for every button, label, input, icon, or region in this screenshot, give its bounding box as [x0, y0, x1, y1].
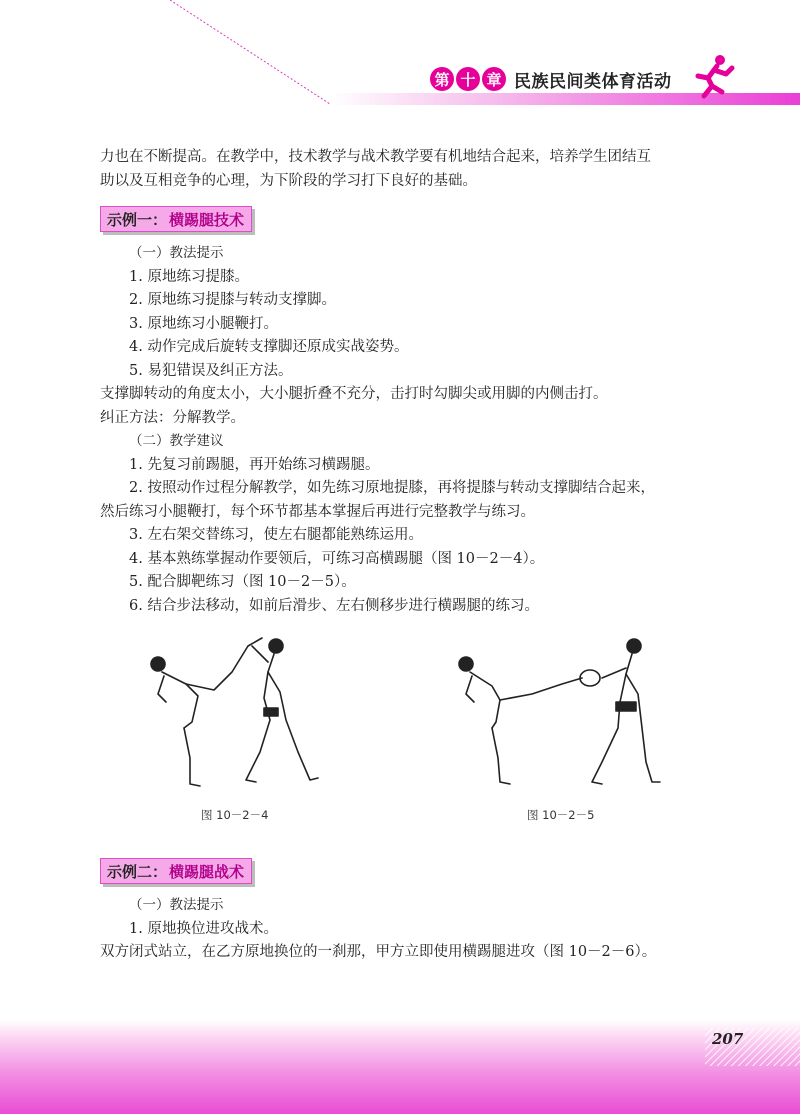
footer-band [0, 1020, 800, 1114]
chapter-heading [430, 66, 672, 92]
figure-10-2-5-illustration [452, 632, 662, 792]
ex1-item: 5. 易犯错误及纠正方法。 [129, 362, 293, 379]
runner-icon [690, 52, 735, 100]
ex1-item: 3. 左右架交替练习，使左右腿都能熟练运用。 [129, 527, 423, 543]
example-1-label: 示例一： [107, 210, 168, 229]
chapter-prefix-badge: 第 [430, 67, 454, 91]
chapter-number-badge: 十 [456, 67, 480, 91]
intro-line-2: 助以及互相竞争的心理，为下阶段的学习打下良好的基础。 [100, 172, 477, 189]
ex2-section1-heading: （一）教法提示 [129, 897, 224, 913]
example-2-box [100, 858, 252, 884]
ex1-correction-text: 纠正方法：分解教学。 [100, 409, 245, 426]
chapter-suffix-badge: 章 [482, 67, 506, 91]
ex1-item-continued: 然后练习小腿鞭打，每个环节都基本掌握后再进行完整教学与练习。 [100, 503, 535, 520]
ex2-item-text: 双方闭式站立，在乙方原地换位的一刹那，甲方立即使用横踢腿进攻（图 10－2－6）。 [100, 944, 657, 960]
ex2-item: 1. 原地换位进攻战术。 [129, 920, 278, 937]
ex1-item: 2. 原地练习提膝与转动支撑脚。 [129, 292, 336, 308]
ex1-item: 3. 原地练习小腿鞭打。 [129, 315, 278, 332]
example-2-title: 横踢腿战术 [169, 862, 245, 881]
ex1-item: 5. 配合脚靶练习（图 10－2－5）。 [129, 574, 356, 590]
figure-10-2-4-illustration [140, 632, 320, 792]
chapter-title: 民族民间类体育活动 [514, 71, 672, 92]
ex1-section2-heading: （二）教学建议 [129, 433, 224, 449]
figure-10-2-4-caption: 图 10－2－4 [201, 808, 269, 822]
example-1-body [100, 242, 710, 618]
example-2-body [100, 894, 710, 965]
example-2-heading [100, 858, 252, 884]
ex1-error-text: 支撑脚转动的角度太小，大小腿折叠不充分，击打时勾脚尖或用脚的内侧击打。 [100, 386, 608, 402]
ex1-item: 1. 原地练习提膝。 [129, 268, 249, 285]
example-1-box [100, 206, 252, 232]
ex1-item: 4. 基本熟练掌握动作要领后，可练习高横踢腿（图 10－2－4）。 [129, 550, 545, 567]
ex1-item: 1. 先复习前踢腿，再开始练习横踢腿。 [129, 456, 380, 473]
ex1-item: 2. 按照动作过程分解教学，如先练习原地提膝，再将提膝与转动支撑脚结合起来， [129, 480, 655, 496]
example-2-label: 示例二： [107, 862, 168, 881]
intro-line-1: 力也在不断提高。在教学中，技术教学与战术教学要有机地结合起来，培养学生团结互 [100, 149, 651, 165]
ex1-section1-heading: （一）教法提示 [129, 245, 224, 261]
header-dotted-line [170, 0, 330, 105]
figure-10-2-5-caption: 图 10－2－5 [527, 808, 595, 822]
intro-paragraph [100, 146, 710, 193]
ex1-item: 6. 结合步法移动，如前后滑步、左右侧移步进行横踢腿的练习。 [129, 597, 539, 614]
page-number: 207 [712, 1030, 744, 1048]
ex1-item: 4. 动作完成后旋转支撑脚还原成实战姿势。 [129, 339, 409, 355]
example-1-title: 横踢腿技术 [169, 210, 245, 229]
example-1-heading [100, 206, 252, 232]
